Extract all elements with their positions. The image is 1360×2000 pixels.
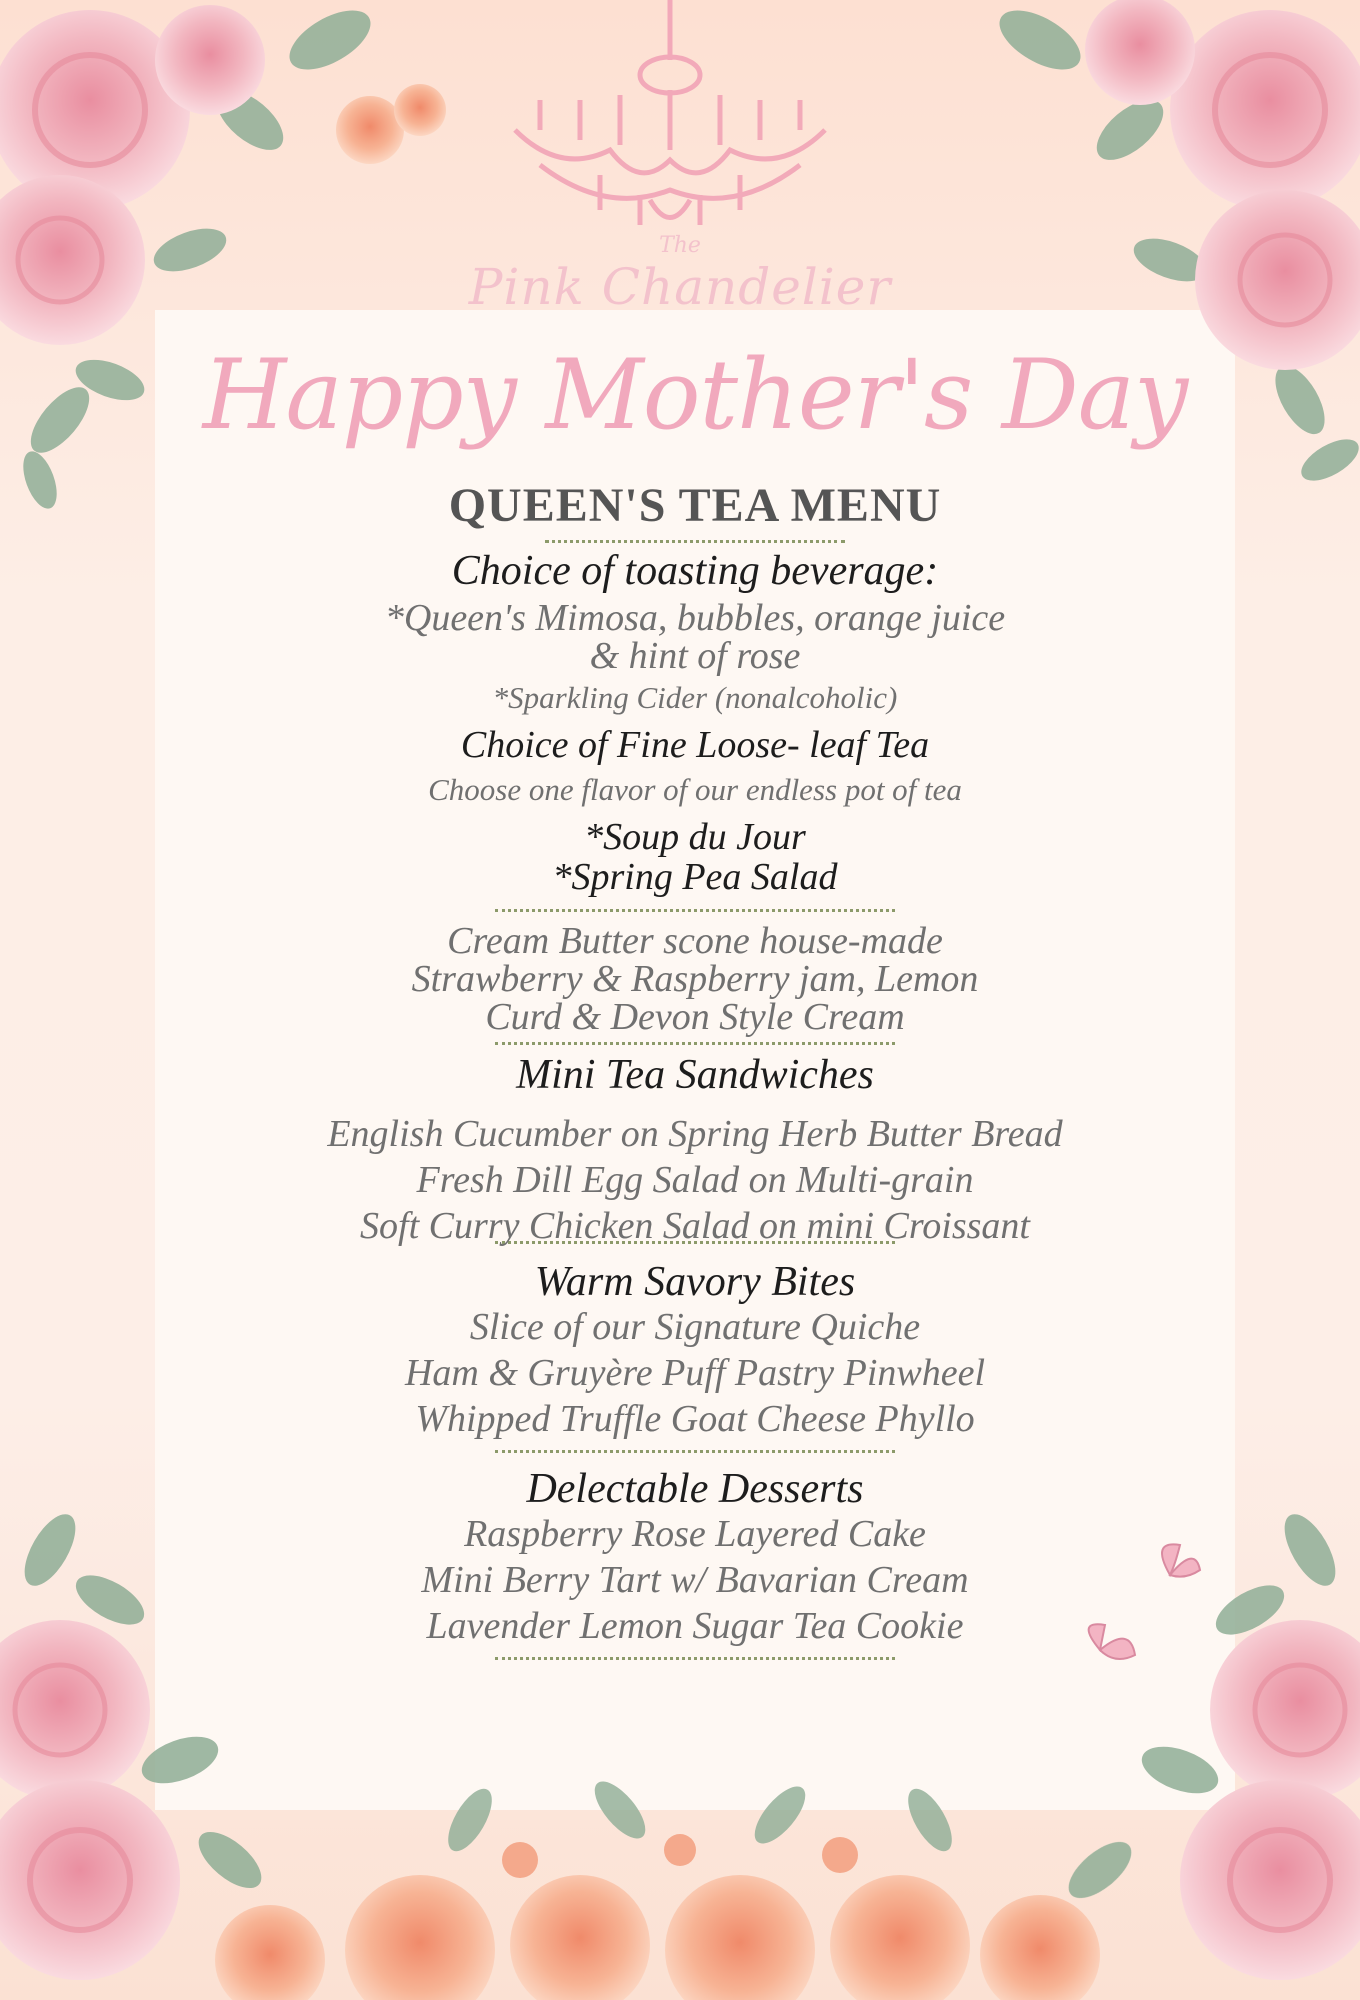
peach-flower-row [215, 1774, 1100, 2000]
menu-content [155, 330, 1235, 1666]
starter-item: *Spring Pea Salad [552, 856, 838, 898]
divider [545, 540, 845, 543]
beverage-section [155, 549, 1235, 717]
sandwiches-section [155, 1053, 1235, 1249]
savory-item: Whipped Truffle Goat Cheese Phyllo [415, 1398, 975, 1440]
scone-item: Cream Butter scone house-made [447, 920, 943, 962]
desserts-heading: Delectable Desserts [526, 1466, 864, 1512]
divider [495, 909, 895, 912]
divider [495, 1657, 895, 1660]
rose-cluster-top-left [0, 5, 446, 345]
sandwich-item: English Cucumber on Spring Herb Butter Bread [327, 1113, 1063, 1155]
tea-section [155, 723, 1235, 809]
rose-cluster-bottom-left [0, 1620, 180, 1980]
savory-heading: Warm Savory Bites [534, 1259, 856, 1305]
scone-section [155, 922, 1235, 1036]
beverage-item: *Sparkling Cider (nonalcoholic) [492, 680, 898, 715]
divider [495, 1450, 895, 1453]
beverage-heading: Choice of toasting beverage: [451, 548, 939, 594]
starter-item: *Soup du Jour [584, 816, 806, 858]
sandwiches-heading: Mini Tea Sandwiches [516, 1052, 874, 1098]
brand-name: Pink Chandelier [468, 258, 892, 316]
savory-item: Ham & Gruyère Puff Pastry Pinwheel [404, 1352, 986, 1394]
beverage-item: *Queen's Mimosa, bubbles, orange juice [384, 597, 1006, 639]
tea-heading: Choice of Fine Loose- leaf Tea [460, 724, 930, 766]
scone-item: Curd & Devon Style Cream [485, 996, 905, 1038]
beverage-item: & hint of rose [589, 635, 801, 677]
sandwich-item: Soft Curry Chicken Salad on mini Croissant [360, 1205, 1030, 1247]
greeting-title: Happy Mother's Day [202, 339, 1188, 451]
savory-item: Slice of our Signature Quiche [469, 1306, 921, 1348]
dessert-item: Lavender Lemon Sugar Tea Cookie [426, 1605, 964, 1647]
chandelier-logo [515, 0, 825, 225]
brand-logo [440, 235, 920, 315]
desserts-section [155, 1467, 1235, 1649]
sandwich-item: Fresh Dill Egg Salad on Multi-grain [416, 1159, 974, 1201]
dessert-item: Raspberry Rose Layered Cake [464, 1513, 926, 1555]
brand-the: The [659, 233, 701, 258]
menu-title: QUEEN'S TEA MENU [448, 479, 942, 532]
scone-item: Strawberry & Raspberry jam, Lemon [411, 958, 979, 1000]
starters-section [155, 817, 1235, 897]
rose-cluster-top-right [1085, 0, 1360, 370]
dessert-item: Mini Berry Tart w/ Bavarian Cream [421, 1559, 969, 1601]
rose-cluster-bottom-right [1180, 1620, 1360, 1980]
divider [495, 1042, 895, 1045]
savory-section [155, 1260, 1235, 1442]
tea-item: Choose one flavor of our endless pot of tea [428, 772, 962, 807]
